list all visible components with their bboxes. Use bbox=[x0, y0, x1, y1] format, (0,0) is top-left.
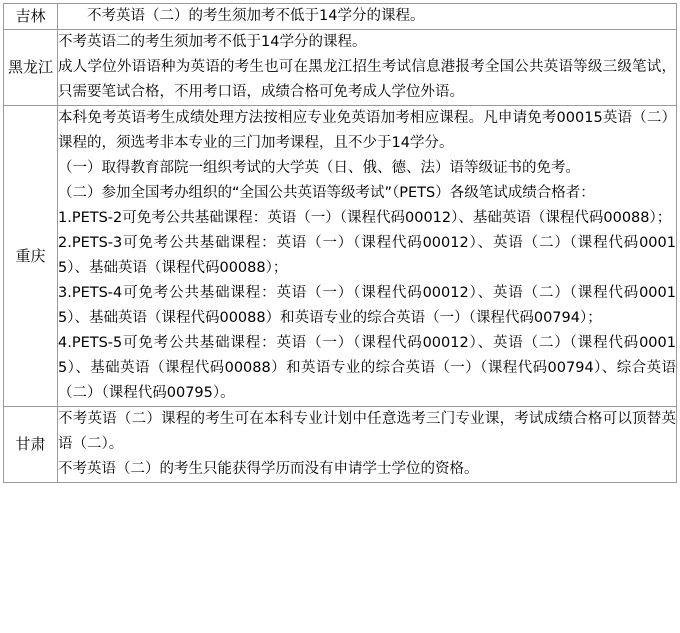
table-row bbox=[4, 30, 677, 106]
policy-paragraph: 不考英语（二）的考生须加考不低于14学分的课程。 bbox=[87, 8, 425, 24]
content-cell-chongqing bbox=[58, 106, 677, 407]
content-cell-gansu bbox=[58, 407, 677, 483]
region-label: 重庆 bbox=[15, 246, 46, 265]
region-label: 吉林 bbox=[15, 7, 46, 25]
policy-paragraph: （一）取得教育部院一组织考试的大学英（日、俄、德、法）语等级证书的免考。 bbox=[58, 160, 580, 176]
region-cell-gansu bbox=[4, 407, 58, 483]
policy-paragraph: （二）参加全国考办组织的“全国公共英语等级考试”（PETS）各级笔试成绩合格者： bbox=[58, 185, 595, 201]
content-cell-jilin bbox=[58, 4, 677, 30]
policy-table-body bbox=[4, 4, 677, 483]
policy-paragraph: 成人学位外语语种为英语的考生也可在黑龙江招生考试信息港报考全国公共英语等级三级笔试，只需要笔试合格，不用考口语，成绩合格可免考成人学位外语。 bbox=[58, 59, 676, 100]
content-cell-heilongjiang bbox=[58, 30, 677, 106]
table-row bbox=[4, 4, 677, 30]
policy-paragraph: 4.PETS-5可免考公共基础课程：英语（一）（课程代码00012）、英语（二）（课程代码00015）、基础英语（课程代码00088）和英语专业的综合英语（一）（课程代码00794）、综合英语（二）（课程代码00795）。 bbox=[58, 335, 676, 401]
region-cell-jilin bbox=[4, 4, 58, 30]
region-label: 黑龙江 bbox=[7, 58, 53, 76]
region-label: 甘肃 bbox=[15, 435, 46, 453]
region-cell-heilongjiang bbox=[4, 30, 58, 106]
table-row bbox=[4, 106, 677, 407]
policy-paragraph: 3.PETS-4可免考公共基础课程：英语（一）（课程代码00012）、英语（二）（课程代码00015）、基础英语（课程代码00088）和英语专业的综合英语（一）（课程代码00794）； bbox=[58, 285, 676, 326]
policy-paragraph: 不考英语（二）课程的考生可在本科专业计划中任意选考三门专业课，考试成绩合格可以顶替英语（二）。 bbox=[58, 411, 676, 452]
policy-paragraph: 本科免考英语考生成绩处理方法按相应专业免英语加考相应课程。凡申请免考00015英语（二）课程的，须选考非本专业的三门加考课程，且不少于14学分。 bbox=[58, 110, 676, 151]
table-row bbox=[4, 407, 677, 483]
policy-table bbox=[3, 3, 677, 483]
policy-paragraph: 1.PETS-2可免考公共基础课程：英语（一）（课程代码00012）、基础英语（课程代码00088）； bbox=[58, 210, 672, 226]
policy-paragraph: 不考英语（二）的考生只能获得学历而没有申请学士学位的资格。 bbox=[58, 461, 479, 477]
region-cell-chongqing bbox=[4, 106, 58, 407]
policy-paragraph: 不考英语二的考生须加考不低于14学分的课程。 bbox=[58, 34, 367, 50]
policy-paragraph: 2.PETS-3可免考公共基础课程：英语（一）（课程代码00012）、英语（二）（课程代码00015）、基础英语（课程代码00088）； bbox=[58, 235, 676, 276]
